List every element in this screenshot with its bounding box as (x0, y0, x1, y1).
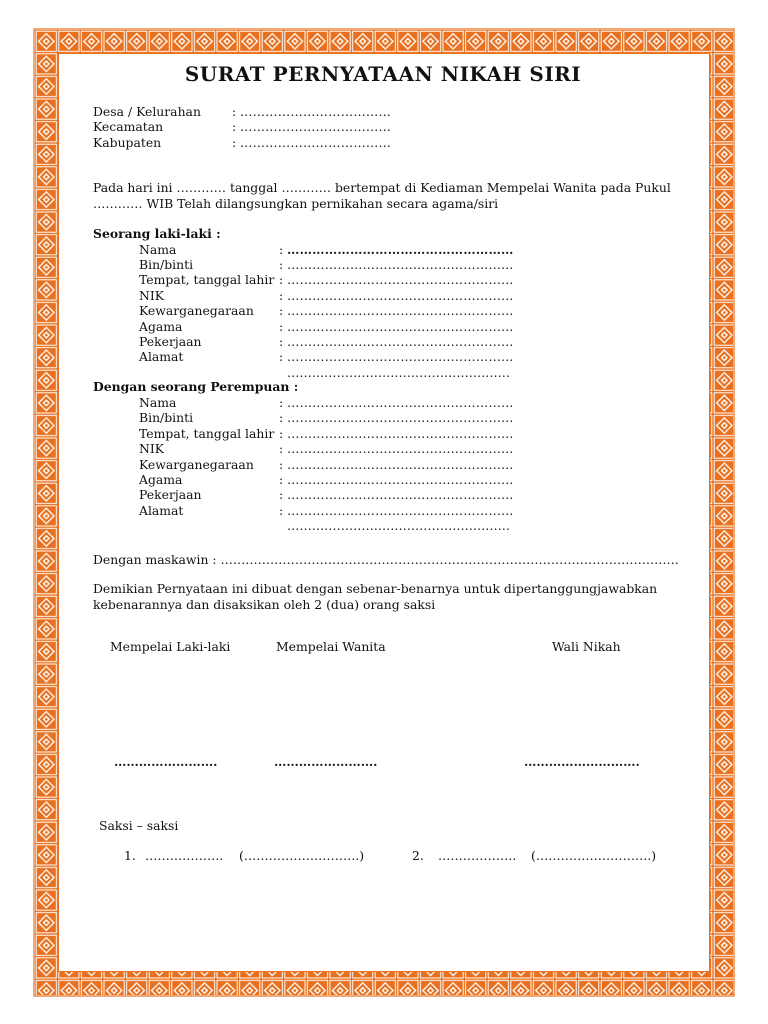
field-label: Kewarganegaraan (139, 456, 254, 472)
field-colon: : (279, 472, 284, 487)
field-label: Alamat (139, 502, 184, 518)
field-label: Pekerjaan (139, 487, 202, 503)
field-blank[interactable]: ……………………………………………… (287, 502, 514, 518)
witness-1-signature: (……………………….) (239, 848, 365, 863)
field-label: Desa / Kelurahan (93, 104, 201, 119)
field-label: Alamat (139, 349, 184, 365)
field-colon: : (279, 487, 284, 503)
field-colon: : (279, 256, 284, 272)
maskawin-line: Dengan maskawin : ………………………………………………………………………………………………… (93, 552, 679, 567)
field-colon: : (279, 318, 284, 334)
bride-heading: Dengan seorang Perempuan : (93, 379, 299, 394)
intro-line-2: ………… WIB Telah dilangsungkan pernikahan secara agama/siri (93, 196, 499, 211)
signature-role-guardian: Wali Nikah (552, 639, 621, 654)
field-colon: : (279, 333, 284, 349)
field-blank[interactable]: ……………………………………………… (287, 349, 514, 365)
field-label: Kewarganegaraan (139, 303, 254, 319)
field-label: Tempat, tanggal lahir (139, 425, 275, 441)
field-colon: : (279, 441, 284, 457)
field-blank[interactable]: ……………………………………………… (287, 287, 514, 303)
field-colon: : (279, 272, 284, 288)
field-label: Pekerjaan (139, 333, 202, 349)
field-label: Nama (139, 241, 177, 257)
field-colon: : (279, 395, 284, 410)
witness-2-number: 2. (412, 848, 424, 863)
field-label: Nama (139, 395, 177, 410)
statement-line-2: kebenarannya dan disaksikan oleh 2 (dua) orang saksi (93, 597, 436, 612)
signature-line-groom: ……………………. (114, 754, 218, 769)
field-blank[interactable]: ……………………………………………… (287, 425, 514, 441)
border-left (35, 30, 58, 995)
field-blank[interactable]: ……………………………………………… (287, 241, 514, 257)
field-label: Agama (139, 472, 183, 487)
witness-1-number: 1. (124, 848, 136, 863)
field-colon: : (279, 241, 284, 257)
field-blank[interactable]: ……………………………………………… (287, 441, 514, 457)
signature-role-groom: Mempelai Laki-laki (110, 639, 231, 654)
field-colon: : (279, 425, 284, 441)
field-blank[interactable]: ……………………………………………… (287, 410, 514, 426)
groom-heading: Seorang laki-laki : (93, 226, 221, 241)
border-bottom (35, 972, 733, 995)
witness-1-name: ………………. (145, 848, 224, 863)
field-colon: : (279, 456, 284, 472)
field-label: Tempat, tanggal lahir (139, 272, 275, 288)
bride-address-continuation[interactable]: ……………………………………………… (287, 518, 511, 534)
field-blank[interactable]: ……………………………… (240, 119, 392, 135)
witness-heading: Saksi – saksi (99, 818, 179, 833)
field-colon: : (279, 287, 284, 303)
field-blank[interactable]: ……………………………………………… (287, 272, 514, 288)
field-blank[interactable]: ……………………………………………… (287, 303, 514, 319)
signature-line-guardian: ………………………. (524, 754, 640, 769)
field-label: Bin/binti (139, 256, 194, 272)
witness-2-name: ………………. (438, 848, 517, 863)
signature-role-bride: Mempelai Wanita (276, 639, 386, 654)
field-blank[interactable]: ……………………………………………… (287, 395, 514, 410)
field-label: Bin/binti (139, 410, 194, 426)
field-label: Agama (139, 318, 183, 334)
field-colon: : (232, 104, 237, 119)
field-blank[interactable]: ……………………………………………… (287, 318, 514, 334)
field-blank[interactable]: ……………………………………………… (287, 456, 514, 472)
signature-line-bride: ……………………. (274, 754, 378, 769)
statement-line-1: Demikian Pernyataan ini dibuat dengan sebenar-benarnya untuk dipertanggungjawabkan (93, 581, 658, 596)
field-blank[interactable]: ……………………………… (240, 134, 392, 150)
field-colon: : (232, 134, 237, 150)
field-colon: : (232, 119, 237, 135)
witness-2-signature: (……………………….) (531, 848, 657, 863)
intro-line-1: Pada hari ini ………… tanggal ………… bertempat di Kediaman Mempelai Wanita pada Pukul (93, 180, 671, 195)
field-blank[interactable]: ……………………………………………… (287, 256, 514, 272)
border-right (710, 30, 733, 995)
field-colon: : (279, 502, 284, 518)
groom-address-continuation[interactable]: ……………………………………………… (287, 364, 511, 380)
field-label: Kabupaten (93, 134, 162, 150)
field-blank[interactable]: ……………………………………………… (287, 487, 514, 503)
field-blank[interactable]: ……………………………… (240, 104, 392, 119)
field-colon: : (279, 410, 284, 426)
field-colon: : (279, 303, 284, 319)
field-colon: : (279, 349, 284, 365)
field-label: Kecamatan (93, 119, 164, 135)
field-blank[interactable]: ……………………………………………… (287, 472, 514, 487)
field-label: NIK (139, 441, 164, 457)
border-top (35, 30, 733, 53)
page-title: SURAT PERNYATAAN NIKAH SIRI (184, 62, 582, 86)
field-label: NIK (139, 287, 164, 303)
field-blank[interactable]: ……………………………………………… (287, 333, 514, 349)
